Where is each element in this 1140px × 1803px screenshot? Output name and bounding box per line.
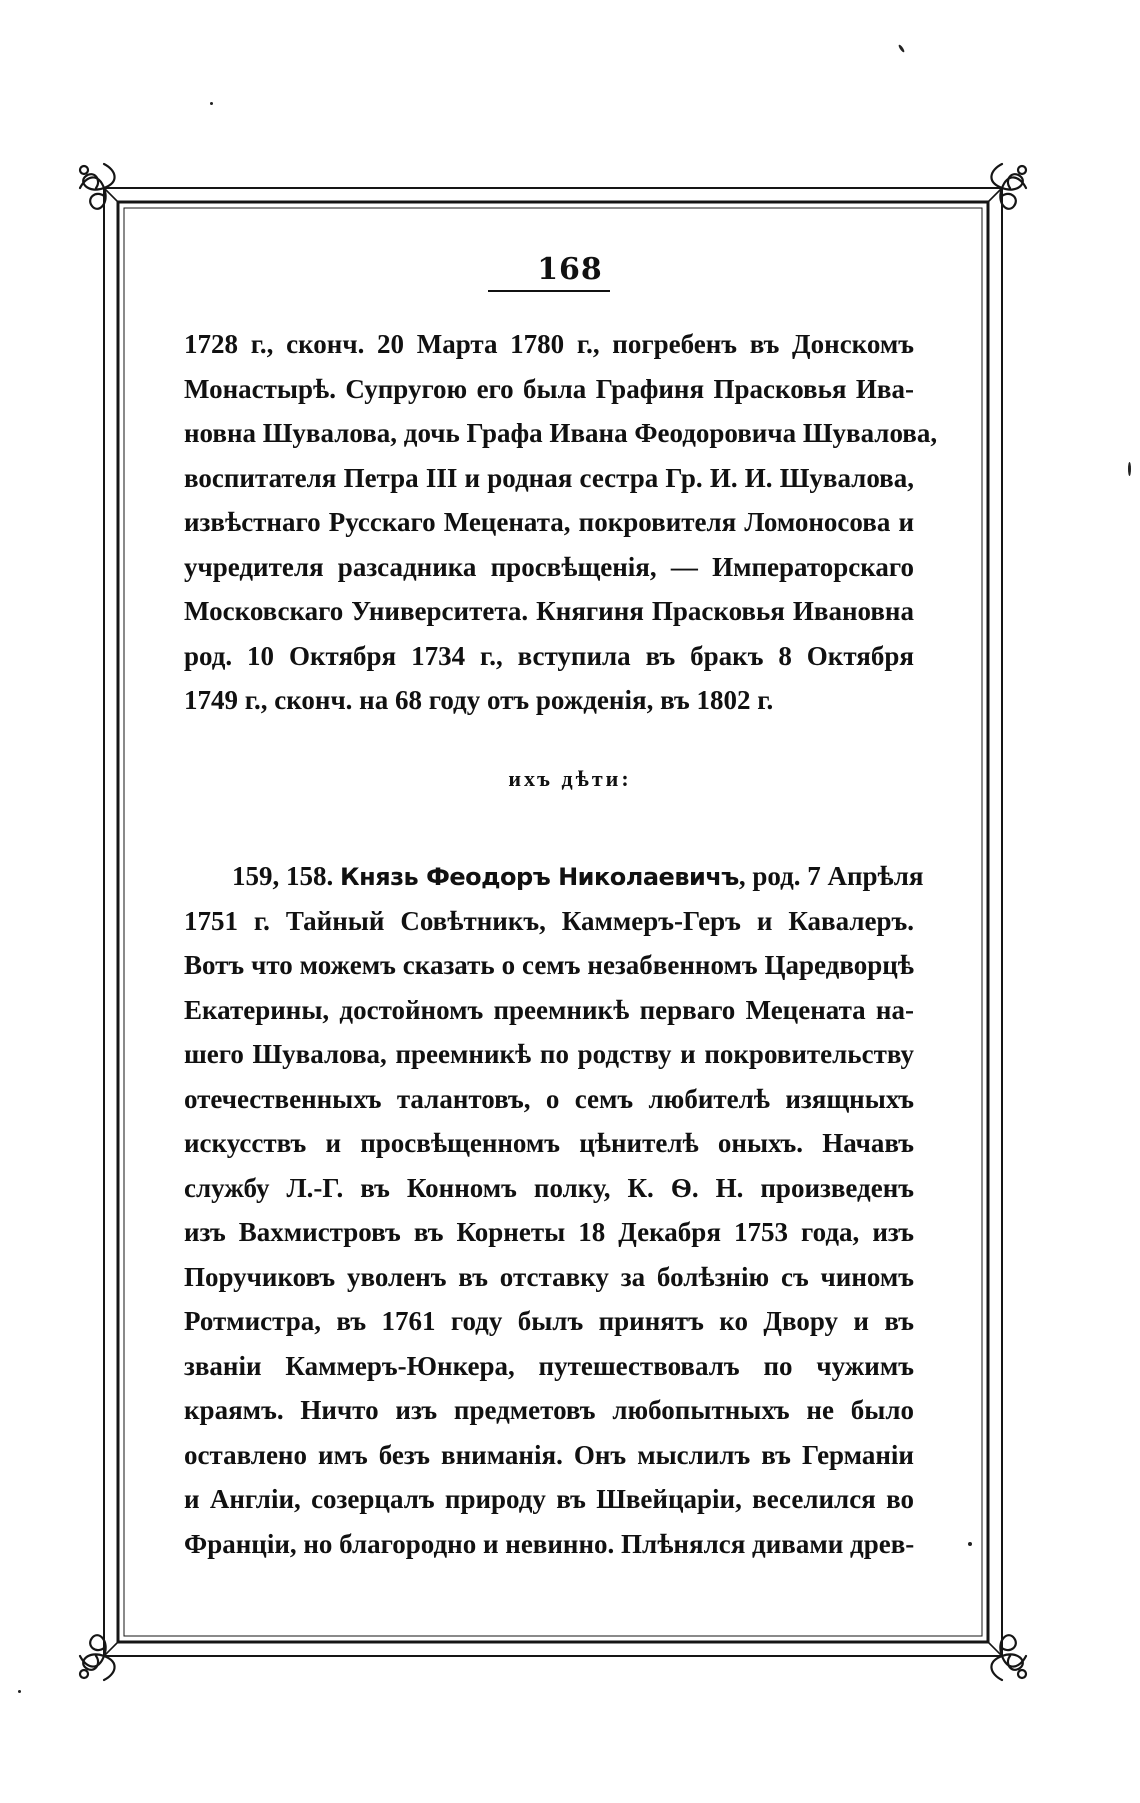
entry-first-line xyxy=(184,854,924,899)
text-line: Екатерины, достойномъ преемникѣ перваго Мецената на- xyxy=(184,994,914,1025)
corner-flourish-bottom-right xyxy=(988,1635,1026,1680)
text-line: званіи Каммеръ-Юнкера, путешествовалъ по чужимъ xyxy=(184,1350,914,1381)
text-line: Вотъ что можемъ сказать о семъ незабвенномъ Царедворцѣ xyxy=(184,950,914,980)
text-line: Монастырѣ. Супругою его была Графиня Прасковья Ива- xyxy=(184,373,914,404)
text-line: Ротмистра, въ 1761 году былъ принятъ ко Двору и въ xyxy=(184,1306,914,1336)
corner-flourish-bottom-left xyxy=(80,1635,118,1680)
text-line: род. 10 Октября 1734 г., вступила въ бракъ 8 Октября xyxy=(184,640,914,671)
paragraph-continuation xyxy=(184,322,938,723)
scan-speck xyxy=(18,1690,21,1693)
text-line: учредителя разсадника просвѣщенія, — Императорскаго xyxy=(184,551,914,582)
text-line: новна Шувалова, дочь Графа Ивана Феодоровича Шувалова, xyxy=(184,418,938,448)
section-heading: ихъ дѣти: xyxy=(508,766,632,791)
text-line: и Англіи, созерцалъ природу въ Швейцаріи, веселился во xyxy=(184,1484,914,1514)
scan-speck xyxy=(210,102,213,105)
text-line: воспитателя Петра III и родная сестра Гр. И. И. Шувалова, xyxy=(184,462,914,493)
paragraph-entry xyxy=(184,854,924,1566)
text-line: оставлено имъ безъ вниманія. Онъ мыслилъ въ Германіи xyxy=(184,1439,914,1470)
entry-number: 159, 158. xyxy=(232,861,340,891)
scan-speck xyxy=(1128,462,1131,476)
text-line: изъ Вахмистровъ въ Корнеты 18 Декабря 1753 года, изъ xyxy=(184,1217,914,1247)
page-number-rule xyxy=(488,290,610,292)
text-line: искусствъ и просвѣщенномъ цѣнителѣ оныхъ. Начавъ xyxy=(184,1128,914,1158)
text-line: краямъ. Ничто изъ предметовъ любопытныхъ не было xyxy=(184,1395,914,1425)
text-line: Поручиковъ уволенъ въ отставку за болѣзнію съ чиномъ xyxy=(184,1261,914,1292)
corner-flourish-top-left xyxy=(80,164,118,209)
page-number: 168 xyxy=(537,252,603,287)
text-line: 1749 г., сконч. на 68 году отъ рожденія, въ 1802 г. xyxy=(184,685,774,715)
text-line: 1751 г. Тайный Совѣтникъ, Каммеръ-Геръ и Кавалеръ. xyxy=(184,905,914,936)
corner-flourish-top-right xyxy=(988,164,1026,209)
scan-speck xyxy=(968,1542,972,1546)
text-line: Франціи, но благородно и невинно. Плѣнялся дивами древ- xyxy=(184,1528,915,1559)
entry-name: Князь Феодоръ Николаевичъ xyxy=(340,863,739,891)
entry-birth: , род. 7 Апрѣля xyxy=(738,861,924,891)
text-line: шего Шувалова, преемникѣ по родству и покровительству xyxy=(184,1039,914,1069)
text-line: извѣстнаго Русскаго Мецената, покровителя Ломоносова и xyxy=(184,507,914,537)
text-line: Московскаго Университета. Княгиня Прасковья Ивановна xyxy=(184,596,914,626)
text-line: службу Л.-Г. въ Конномъ полку, К. Ѳ. Н. произведенъ xyxy=(184,1172,914,1203)
text-line: отечественныхъ талантовъ, о семъ любителѣ изящныхъ xyxy=(184,1083,914,1114)
text-line: 1728 г., сконч. 20 Марта 1780 г., погребенъ въ Донскомъ xyxy=(184,329,914,359)
